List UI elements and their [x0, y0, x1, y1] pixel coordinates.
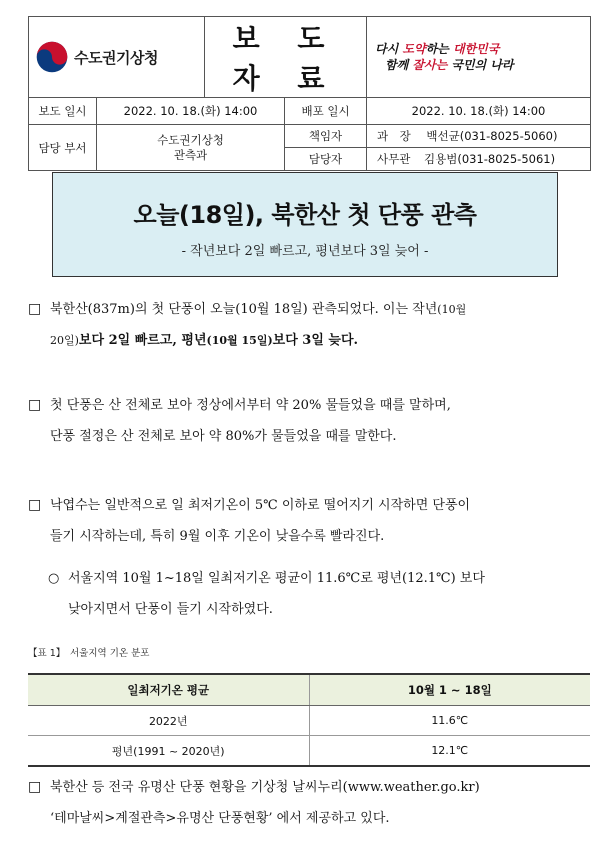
- manager-name-phone: 백선균(031-8025-5060): [426, 129, 558, 143]
- table-header: 일최저기온 평균: [28, 674, 309, 706]
- slogan-text: 하는: [425, 42, 453, 56]
- square-bullet-icon: □: [28, 497, 42, 513]
- table-row: [28, 736, 590, 767]
- slogan-text: 도약: [402, 42, 426, 56]
- paragraph-text: (10월 15일): [206, 334, 273, 347]
- staff-label: 담당자: [285, 148, 367, 171]
- paragraph-text: 낮아지면서 단풍이 들기 시작하였다.: [68, 602, 273, 617]
- paragraph-text: 들기 시작하는데, 특히 9월 이후 기온이 낮을수록 빨라진다.: [50, 529, 385, 544]
- paragraph-text: 보다 2일 빠르고, 평년: [78, 333, 207, 348]
- distribution-date-label: 배포 일시: [285, 98, 367, 125]
- report-date-label: 보도 일시: [29, 98, 97, 125]
- sub-paragraph-seoul: [48, 563, 596, 625]
- press-header-table: [28, 16, 591, 171]
- manager-label: 책임자: [285, 125, 367, 148]
- paragraph-text: 단풍 절정은 산 전체로 보아 약 80%가 물들었을 때를 말한다.: [50, 429, 397, 444]
- staff-contact: [367, 148, 591, 171]
- table-cell: 2022년: [28, 706, 309, 736]
- paragraph-text: (10월: [437, 303, 467, 316]
- department-value: [97, 125, 285, 171]
- table-caption: 【표 1】 서울지역 기온 분포: [28, 648, 150, 659]
- report-date-value: 2022. 10. 18.(화) 14:00: [97, 98, 285, 125]
- press-title: 보 도 자 료: [232, 22, 339, 95]
- taegeuk-emblem-icon: [35, 40, 69, 74]
- paragraph-text: 보다 3일 늦다.: [272, 333, 359, 348]
- square-bullet-icon: □: [28, 397, 42, 413]
- slogan-text: 함께: [385, 58, 413, 72]
- headline-title: 오늘(18일), 북한산 첫 단풍 관측: [133, 201, 477, 229]
- slogan-text: 잘사는: [412, 58, 448, 72]
- paragraph-text: 20일): [50, 334, 79, 347]
- paragraph-first-foliage: [28, 294, 596, 356]
- division-name: 관측과: [173, 147, 208, 162]
- agency-logo: [29, 40, 204, 74]
- paragraph-text: ‘테마날씨>계절관측>유명산 단풍현황’ 에서 제공하고 있다.: [50, 811, 390, 826]
- manager-contact: [367, 125, 591, 148]
- square-bullet-icon: □: [28, 301, 42, 317]
- paragraph-text: 서울지역 10월 1~18일 일최저기온 평균이 11.6℃로 평년(12.1℃) 보다: [68, 571, 485, 586]
- department-label: 담당 부서: [29, 125, 97, 171]
- slogan-text: 국민의 나라: [447, 58, 514, 72]
- press-title-cell: [205, 17, 367, 98]
- department-name: 수도권기상청: [157, 132, 224, 147]
- agency-name: 수도권기상청: [74, 48, 158, 67]
- table-cell: 평년(1991 ~ 2020년): [28, 736, 309, 767]
- slogan-text: 다시: [375, 42, 403, 56]
- paragraph-website-info: [28, 772, 596, 834]
- square-bullet-icon: □: [28, 779, 42, 795]
- staff-name-phone: 김용범(031-8025-5061): [424, 152, 556, 166]
- table-header: 10월 1 ~ 18일: [309, 674, 590, 706]
- manager-title: 과 장: [377, 129, 411, 143]
- agency-logo-cell: [29, 17, 205, 98]
- table-row: [28, 706, 590, 736]
- slogan-text: 대한민국: [452, 42, 500, 56]
- paragraph-text: 북한산(837m)의 첫 단풍이 오늘(10월 18일) 관측되었다. 이는 작년: [50, 302, 438, 317]
- table-cell: 11.6℃: [309, 706, 590, 736]
- slogan-cell: [367, 17, 591, 98]
- paragraph-definition: [28, 390, 596, 452]
- table-cell: 12.1℃: [309, 736, 590, 767]
- seoul-temperature-table: [28, 673, 590, 767]
- government-slogan: [367, 41, 590, 73]
- headline-subtitle: - 작년보다 2일 빠르고, 평년보다 3일 늦어 -: [181, 244, 429, 259]
- distribution-date-value: 2022. 10. 18.(화) 14:00: [367, 98, 591, 125]
- paragraph-temperature: [28, 490, 596, 552]
- paragraph-text: 북한산 등 전국 유명산 단풍 현황을 기상청 날씨누리(www.weather.go.kr): [50, 780, 480, 795]
- paragraph-text: 낙엽수는 일반적으로 일 최저기온이 5℃ 이하로 떨어지기 시작하면 단풍이: [50, 498, 471, 513]
- circle-bullet-icon: ○: [48, 571, 60, 586]
- paragraph-text: 첫 단풍은 산 전체로 보아 정상에서부터 약 20% 물들었을 때를 말하며,: [50, 398, 451, 413]
- headline-box: [52, 172, 558, 277]
- staff-title: 사무관: [377, 152, 411, 166]
